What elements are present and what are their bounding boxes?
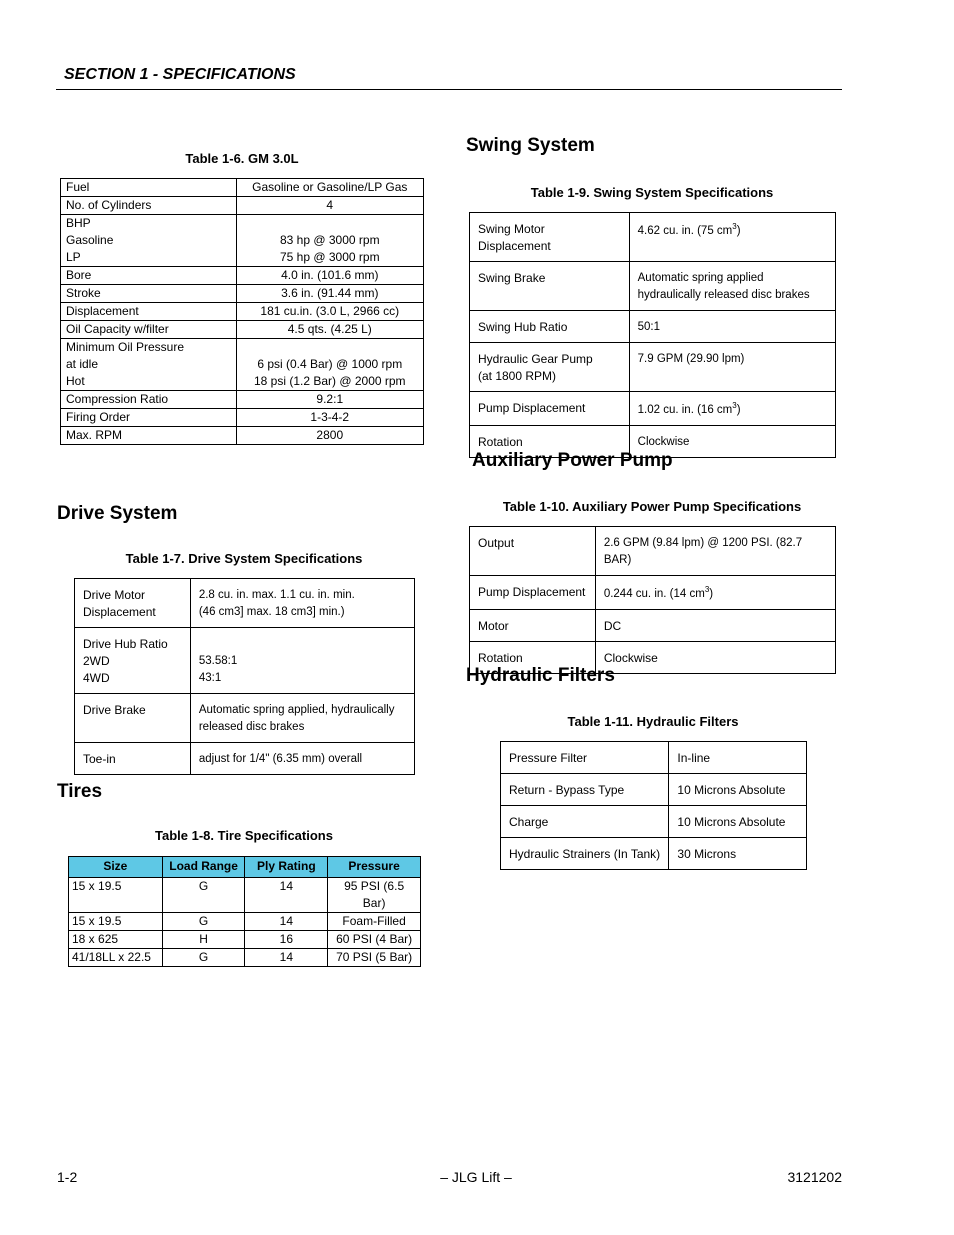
spec-label: Minimum Oil Pressure at idle Hot (61, 339, 237, 391)
table-row (75, 743, 415, 775)
spec-label: Swing Brake (470, 262, 630, 311)
tire-pressure: 70 PSI (5 Bar) (328, 949, 421, 967)
table-row (75, 694, 415, 743)
spec-label: Compression Ratio (61, 391, 237, 409)
spec-label: Hydraulic Strainers (In Tank) (501, 838, 669, 870)
tire-load-range: G (162, 878, 245, 913)
table-header-row (69, 857, 421, 878)
spec-label: Rotation (470, 642, 596, 674)
spec-label: Swing Hub Ratio (470, 311, 630, 343)
spec-label: Drive Brake (75, 694, 191, 743)
table-row (61, 303, 424, 321)
spec-label: Pump Displacement (470, 392, 630, 426)
spec-value: Gasoline or Gasoline/LP Gas (236, 179, 423, 197)
spec-value: 2.8 cu. in. max. 1.1 cu. in. min. (46 cm3] max. 18 cm3] min.) (190, 579, 414, 628)
spec-label: Max. RPM (61, 427, 237, 445)
spec-label: Drive Hub Ratio 2WD 4WD (75, 628, 191, 694)
tire-size: 18 x 625 (69, 931, 163, 949)
section-header: SECTION 1 - SPECIFICATIONS (64, 66, 296, 83)
spec-value: 4 (236, 197, 423, 215)
table-row (75, 628, 415, 694)
spec-label: Displacement (61, 303, 237, 321)
column-header: Size (69, 857, 163, 878)
tire-ply-rating: 14 (245, 913, 328, 931)
tire-size: 15 x 19.5 (69, 913, 163, 931)
column-header: Load Range (162, 857, 245, 878)
swing-system-table (469, 212, 836, 458)
table-row (75, 579, 415, 628)
tire-pressure: 60 PSI (4 Bar) (328, 931, 421, 949)
column-header: Pressure (328, 857, 421, 878)
table-row (61, 427, 424, 445)
tires-heading: Tires (57, 781, 103, 802)
auxiliary-power-pump-table (469, 526, 836, 674)
spec-label: Pressure Filter (501, 742, 669, 774)
spec-label: BHP Gasoline LP (61, 215, 237, 267)
tire-load-range: G (162, 949, 245, 967)
spec-label: Motor (470, 610, 596, 642)
hydraulic-filters-heading: Hydraulic Filters (466, 665, 615, 686)
table-row (470, 610, 836, 642)
spec-value: 2.6 GPM (9.84 lpm) @ 1200 PSI. (82.7 BAR) (595, 527, 835, 576)
spec-value: 0.244 cu. in. (14 $cm^3$) (595, 576, 835, 610)
table-row (501, 774, 807, 806)
spec-label: Fuel (61, 179, 237, 197)
tire-load-range: G (162, 913, 245, 931)
tire-ply-rating: 14 (245, 878, 328, 913)
spec-value: Automatic spring applied, hydraulically released disc brakes (190, 694, 414, 743)
swing-table-caption: Table 1-9. Swing System Specifications (530, 185, 774, 200)
page-number: 1-2 (57, 1169, 78, 1185)
spec-value: Clockwise (595, 642, 835, 674)
spec-label: Charge (501, 806, 669, 838)
tire-ply-rating: 14 (245, 949, 328, 967)
table-row (501, 742, 807, 774)
table-row (61, 339, 424, 391)
spec-value: 2800 (236, 427, 423, 445)
table-row (470, 262, 836, 311)
spec-value: 50:1 (629, 311, 835, 343)
table-row (61, 391, 424, 409)
tire-load-range: H (162, 931, 245, 949)
table-row (501, 806, 807, 838)
spec-value: 181 cu.in. (3.0 L, 2966 cc) (236, 303, 423, 321)
spec-label: Rotation (470, 426, 630, 458)
spec-label: Oil Capacity w/filter (61, 321, 237, 339)
table-row (470, 213, 836, 262)
spec-value: 30 Microns (669, 838, 807, 870)
filters-table-caption: Table 1-11. Hydraulic Filters (567, 714, 739, 729)
spec-value: 7.9 GPM (29.90 lpm) (629, 343, 835, 392)
table-row (69, 931, 421, 949)
table-row (61, 409, 424, 427)
spec-value: In-line (669, 742, 807, 774)
hydraulic-filters-table (500, 741, 807, 870)
spec-label: Hydraulic Gear Pump (at 1800 RPM) (470, 343, 630, 392)
footer-brand: – JLG Lift – (440, 1169, 512, 1185)
table-row (501, 838, 807, 870)
table-row (470, 311, 836, 343)
table-row (69, 878, 421, 913)
spec-value: 83 hp @ 3000 rpm 75 hp @ 3000 rpm (236, 215, 423, 267)
spec-value: 53.58:1 43:1 (190, 628, 414, 694)
table-row (470, 392, 836, 426)
spec-value: 3.6 in. (91.44 mm) (236, 285, 423, 303)
gm-engine-table (60, 178, 424, 445)
column-header: Ply Rating (245, 857, 328, 878)
table-row (69, 949, 421, 967)
tire-ply-rating: 16 (245, 931, 328, 949)
table-row (470, 343, 836, 392)
spec-value: Automatic spring applied hydraulically released disc brakes (629, 262, 835, 311)
spec-label: Firing Order (61, 409, 237, 427)
table-row (69, 913, 421, 931)
gm-table-caption: Table 1-6. GM 3.0L (185, 151, 299, 166)
table-row (470, 576, 836, 610)
table-row (61, 321, 424, 339)
table-row (61, 285, 424, 303)
document-number: 3121202 (787, 1169, 842, 1185)
table-row (61, 179, 424, 197)
spec-value: 10 Microns Absolute (669, 774, 807, 806)
spec-value: DC (595, 610, 835, 642)
header-rule (56, 89, 842, 90)
spec-value: 4.0 in. (101.6 mm) (236, 267, 423, 285)
aux-table-caption: Table 1-10. Auxiliary Power Pump Specifications (502, 499, 802, 514)
spec-label: No. of Cylinders (61, 197, 237, 215)
drive-table-caption: Table 1-7. Drive System Specifications (125, 551, 363, 566)
spec-label: Output (470, 527, 596, 576)
table-row (61, 215, 424, 267)
swing-system-heading: Swing System (466, 135, 595, 156)
tire-pressure: Foam-Filled (328, 913, 421, 931)
spec-value: 4.62 cu. in. (75 $cm^3$) (629, 213, 835, 262)
spec-value: 9.2:1 (236, 391, 423, 409)
spec-label: Swing Motor Displacement (470, 213, 630, 262)
drive-system-table (74, 578, 415, 775)
tire-pressure: 95 PSI (6.5 Bar) (328, 878, 421, 913)
tire-size: 15 x 19.5 (69, 878, 163, 913)
spec-value: Clockwise (629, 426, 835, 458)
table-row (470, 527, 836, 576)
spec-value: 10 Microns Absolute (669, 806, 807, 838)
spec-label: Drive Motor Displacement (75, 579, 191, 628)
tire-table-caption: Table 1-8. Tire Specifications (155, 828, 333, 843)
auxiliary-power-pump-heading: Auxiliary Power Pump (472, 450, 673, 471)
spec-value: adjust for 1/4" (6.35 mm) overall (190, 743, 414, 775)
spec-value: 6 psi (0.4 Bar) @ 1000 rpm 18 psi (1.2 Bar) @ 2000 rpm (236, 339, 423, 391)
spec-label: Return - Bypass Type (501, 774, 669, 806)
spec-label: Pump Displacement (470, 576, 596, 610)
tire-size: 41/18LL x 22.5 (69, 949, 163, 967)
spec-value: 1-3-4-2 (236, 409, 423, 427)
table-row (61, 267, 424, 285)
drive-system-heading: Drive System (57, 503, 178, 524)
table-row (61, 197, 424, 215)
spec-value: 4.5 qts. (4.25 L) (236, 321, 423, 339)
spec-label: Toe-in (75, 743, 191, 775)
tire-specifications-table (68, 856, 421, 967)
spec-label: Stroke (61, 285, 237, 303)
spec-value: 1.02 cu. in. (16 $cm^3$) (629, 392, 835, 426)
spec-label: Bore (61, 267, 237, 285)
